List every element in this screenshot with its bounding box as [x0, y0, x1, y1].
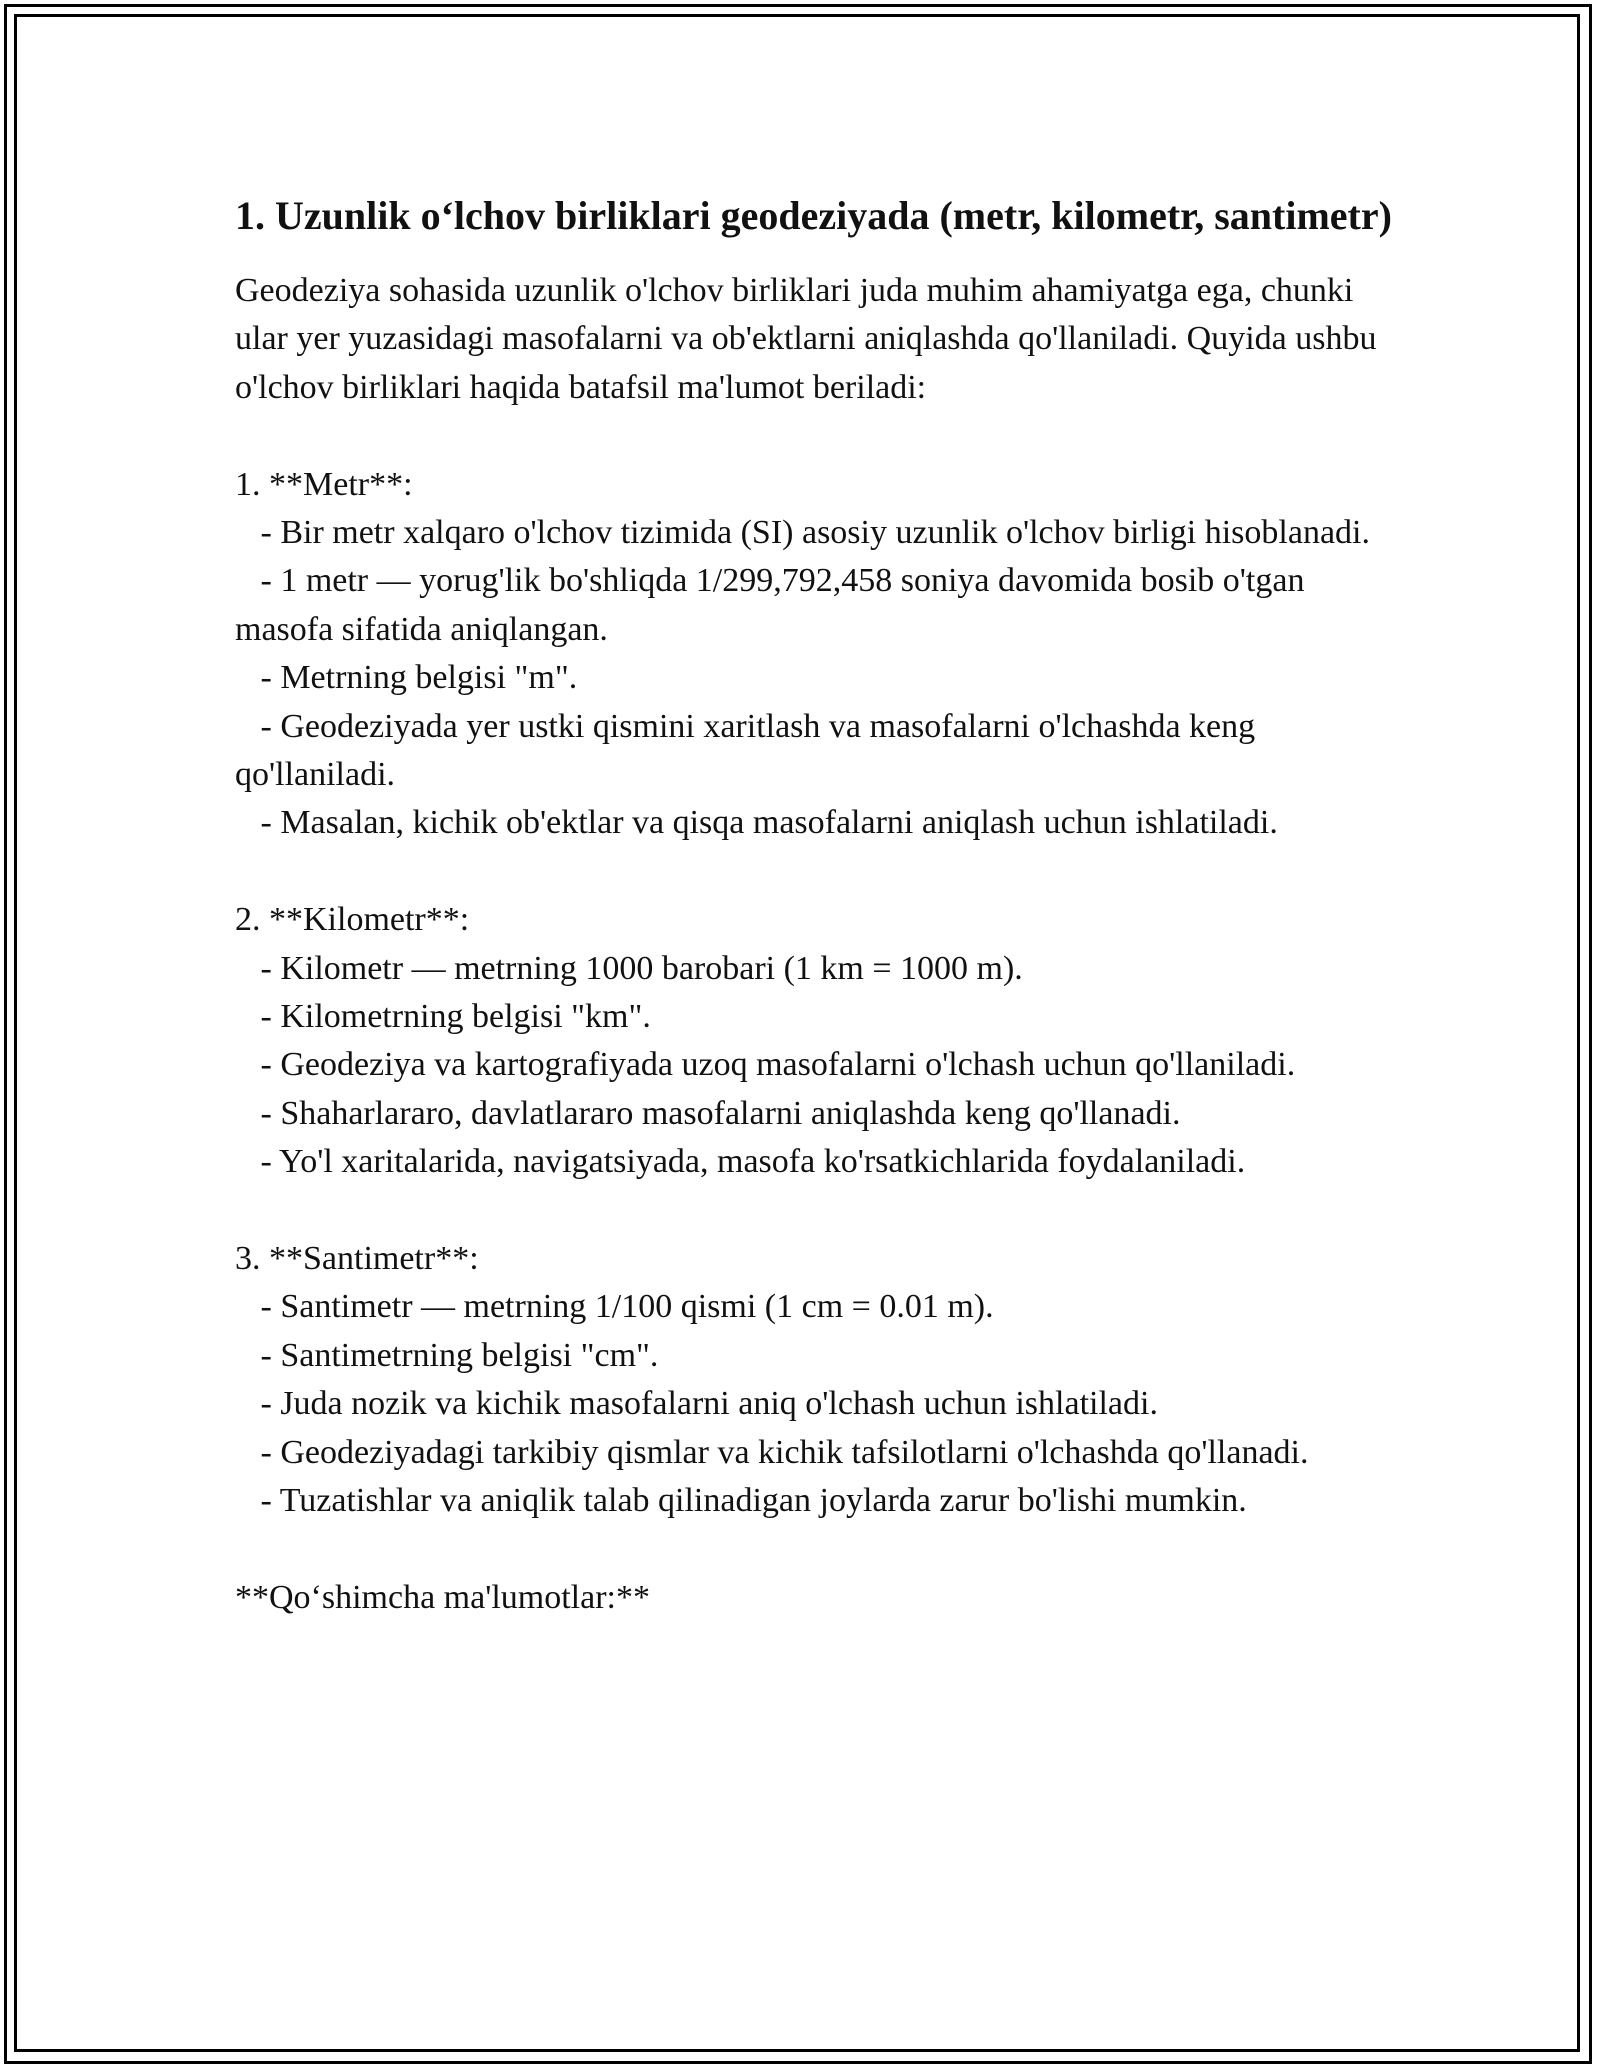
document-body	[235, 188, 1395, 1656]
list-item: - Yo'l xaritalarida, navigatsiyada, masofa ko'rsatkichlarida foydalaniladi.	[235, 1143, 1246, 1181]
list-item: - Metrning belgisi "m".	[235, 659, 578, 697]
section-heading: 1. **Metr**:	[235, 465, 413, 503]
list-item: - Geodeziyada yer ustki qismini xaritlash va masofalarni o'lchashda keng qo'llaniladi.	[235, 707, 1264, 794]
list-item: - Kilometr — metrning 1000 barobari (1 km = 1000 m).	[235, 949, 1023, 987]
list-item: - Geodeziya va kartografiyada uzoq masofalarni o'lchash uchun qo'llaniladi.	[235, 1046, 1296, 1084]
intro-paragraph: Geodeziya sohasida uzunlik o'lchov birliklari juda muhim ahamiyatga ega, chunki ular yer yuzasidagi masofalarni va ob'ektlarni aniqlashda qo'llaniladi. Quyida ushbu o'lchov birliklari haqida batafsil ma'lumot beriladi:	[235, 272, 1385, 406]
bullet-list	[235, 1283, 1395, 1525]
bullet-list	[235, 509, 1395, 848]
list-item: - Tuzatishlar va aniqlik talab qilinadigan joylarda zarur bo'lishi mumkin.	[235, 1482, 1247, 1520]
section-metr	[235, 461, 1395, 848]
section-heading: 2. **Kilometr**:	[235, 901, 470, 939]
list-item: - Santimetrning belgisi "cm".	[235, 1336, 659, 1374]
list-item: - Kilometrning belgisi "km".	[235, 998, 651, 1036]
additional-info-heading: **Qo‘shimcha ma'lumotlar:**	[235, 1578, 650, 1616]
list-item: - Geodeziyadagi tarkibiy qismlar va kichik tafsilotlarni o'lchashda qo'llanadi.	[235, 1433, 1309, 1471]
section-heading: 3. **Santimetr**:	[235, 1240, 479, 1278]
list-item: - Bir metr xalqaro o'lchov tizimida (SI) asosiy uzunlik o'lchov birligi hisoblanadi.	[235, 514, 1370, 552]
bullet-list	[235, 945, 1395, 1187]
list-item: - Shaharlararo, davlatlararo masofalarni aniqlashda keng qo'llanadi.	[235, 1094, 1181, 1132]
document-title: 1. Uzunlik o‘lchov birliklari geodeziyada (metr, kilometr, santimetr)	[235, 193, 1392, 238]
list-item: - 1 metr — yorug'lik bo'shliqda 1/299,792,458 soniya davomida bosib o'tgan masofa sifatida aniqlangan.	[235, 562, 1313, 648]
list-item: - Juda nozik va kichik masofalarni aniq o'lchash uchun ishlatiladi.	[235, 1385, 1158, 1423]
section-santimetr	[235, 1235, 1395, 1525]
list-item: - Masalan, kichik ob'ektlar va qisqa masofalarni aniqlash uchun ishlatiladi.	[235, 804, 1278, 842]
list-item: - Santimetr — metrning 1/100 qismi (1 cm = 0.01 m).	[235, 1288, 994, 1326]
section-kilometr	[235, 896, 1395, 1186]
